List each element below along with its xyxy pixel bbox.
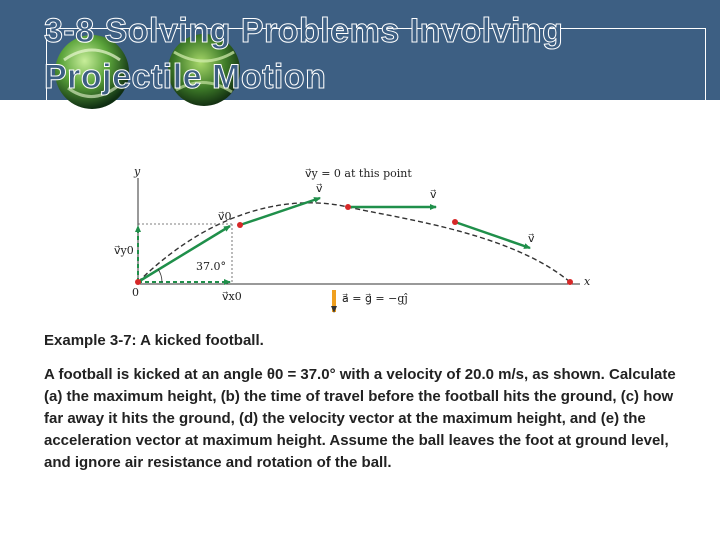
label-v0: v⃗0 xyxy=(218,210,232,223)
label-v-near-apex: v⃗ xyxy=(316,182,323,195)
vector-v-descending xyxy=(455,222,530,248)
position-point-5 xyxy=(567,279,573,285)
label-v-descending: v⃗ xyxy=(528,232,535,245)
label-angle: 37.0° xyxy=(196,260,226,273)
label-vx0: v⃗x0 xyxy=(222,290,242,303)
origin-label: 0 xyxy=(132,286,139,299)
projectile-motion-figure xyxy=(110,162,600,322)
label-vy0: v⃗y0 xyxy=(114,244,134,257)
x-axis-label: x xyxy=(584,275,591,288)
example-heading: Example 3-7: A kicked football. xyxy=(44,332,264,349)
position-point-1 xyxy=(135,279,141,285)
problem-statement: A football is kicked at an angle θ0 = 37.0° with a velocity of 20.0 m/s, as shown. Calculate (a) the maximum height, (b) the time of travel before the football hits the ground, (c) how far away it hits the ground, (d) the velocity vector at the maximum height, and (e) the acceleration vector at maximum height. Assume the ball leaves the foot at ground level, and ignore air resistance and rotation of the ball. xyxy=(44,366,676,471)
vector-v-near-apex xyxy=(240,198,320,225)
position-point-3 xyxy=(345,204,351,210)
label-vy-zero: v⃗y = 0 at this point xyxy=(305,167,412,180)
vector-v0 xyxy=(138,226,230,282)
slide-title: 3-8 Solving Problems Involving Projectile Motion xyxy=(44,12,564,96)
position-point-4 xyxy=(452,219,458,225)
label-acceleration: a⃗ = g⃗ = −gĵ xyxy=(342,292,408,305)
y-axis-label: y xyxy=(134,165,141,178)
position-point-2 xyxy=(237,222,243,228)
angle-arc xyxy=(158,269,162,282)
label-v-top-right: v⃗ xyxy=(430,188,437,201)
